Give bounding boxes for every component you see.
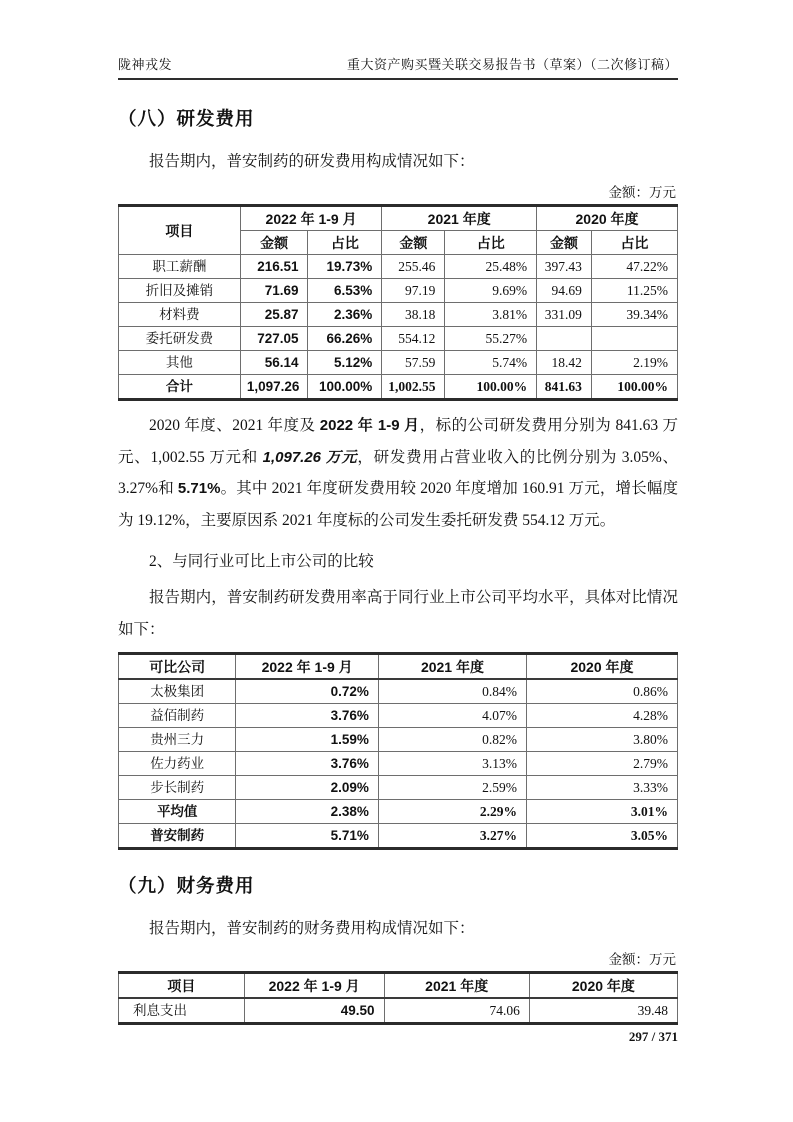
cell-2022: 0.72% bbox=[236, 679, 379, 704]
row-item-label: 材料费 bbox=[119, 303, 241, 327]
cell-amount-2020: 397.43 bbox=[537, 255, 592, 279]
cell-ratio-2022: 66.26% bbox=[308, 327, 382, 351]
col-header-2021: 2021 年度 bbox=[378, 654, 526, 680]
company-name: 步长制药 bbox=[119, 776, 236, 800]
financial-expense-table bbox=[118, 971, 678, 1025]
cell-amount-2022: 56.14 bbox=[240, 351, 308, 375]
table-row bbox=[119, 704, 678, 728]
table-row bbox=[119, 728, 678, 752]
cell-2021: 2.29% bbox=[378, 800, 526, 824]
section-9-intro: 报告期内，普安制药的财务费用构成情况如下： bbox=[149, 920, 475, 937]
col-header-item: 项目 bbox=[119, 973, 245, 999]
cell-ratio-2020: 2.19% bbox=[591, 351, 677, 375]
cell-amount-2020: 18.42 bbox=[537, 351, 592, 375]
cell-ratio-2021: 3.81% bbox=[445, 303, 537, 327]
company-name: 益佰制药 bbox=[119, 704, 236, 728]
cell-2021: 2.59% bbox=[378, 776, 526, 800]
running-header-left: 陇神戎发 bbox=[118, 57, 173, 72]
col-header-2020: 2020 年度 bbox=[529, 973, 677, 999]
cell-2020: 3.05% bbox=[527, 824, 678, 849]
row-item-label: 折旧及摊销 bbox=[119, 279, 241, 303]
cell-ratio-2021: 9.69% bbox=[445, 279, 537, 303]
paragraph-segment: 。其中 2021 年度研发费用较 2020 年度增加 160.91 万元，增长幅度为 19.12%，主要原因系 2021 年度标的公司发生委托研发费 554.12 万元。 bbox=[118, 480, 678, 529]
cell-ratio-2021: 100.00% bbox=[445, 375, 537, 400]
table-average-row bbox=[119, 800, 678, 824]
cell-ratio-2022: 2.36% bbox=[308, 303, 382, 327]
subheader-amount-2021: 金额 bbox=[382, 231, 445, 255]
subsection-2-intro: 报告期内，普安制药研发费用率高于同行业上市公司平均水平，具体对比情况如下： bbox=[118, 589, 678, 638]
row-item-label: 职工薪酬 bbox=[119, 255, 241, 279]
section-9-heading: （九）财务费用 bbox=[118, 875, 255, 896]
paragraph-segment: ，标的公司研发费用分别为 841.63 万元、1,002.55 万元和 bbox=[118, 417, 678, 466]
cell-amount-2022: 727.05 bbox=[240, 327, 308, 351]
cell-amount-2021: 255.46 bbox=[382, 255, 445, 279]
cell-2022: 5.71% bbox=[236, 824, 379, 849]
cell-amount-2020: 331.09 bbox=[537, 303, 592, 327]
cell-2021: 0.84% bbox=[378, 679, 526, 704]
cell-2020: 0.86% bbox=[527, 679, 678, 704]
cell-2020: 3.33% bbox=[527, 776, 678, 800]
company-name: 贵州三力 bbox=[119, 728, 236, 752]
cell-amount-2021: 97.19 bbox=[382, 279, 445, 303]
table-row bbox=[119, 255, 678, 279]
cell-amount-2022: 25.87 bbox=[240, 303, 308, 327]
cell-amount-2021: 1,002.55 bbox=[382, 375, 445, 400]
cell-ratio-2020: 47.22% bbox=[591, 255, 677, 279]
cell-ratio-2021: 25.48% bbox=[445, 255, 537, 279]
company-name: 太极集团 bbox=[119, 679, 236, 704]
table-row bbox=[119, 327, 678, 351]
cell-amount-2021: 38.18 bbox=[382, 303, 445, 327]
paragraph-segment-bold: 5.71% bbox=[177, 480, 221, 497]
col-header-2022: 2022 年 1-9 月 bbox=[240, 206, 381, 231]
cell-ratio-2020: 39.34% bbox=[591, 303, 677, 327]
unit-note-table1: 金额：万元 bbox=[608, 185, 676, 200]
cell-2021: 0.82% bbox=[378, 728, 526, 752]
table-row bbox=[119, 303, 678, 327]
rd-expense-table bbox=[118, 204, 678, 401]
col-header-2022: 2022 年 1-9 月 bbox=[244, 973, 384, 999]
table-row bbox=[119, 998, 678, 1024]
cell-ratio-2022: 19.73% bbox=[308, 255, 382, 279]
subheader-amount-2020: 金额 bbox=[537, 231, 592, 255]
paragraph-segment: ，研发费用占营业收入的比例分别为 3.05%、3.27%和 bbox=[118, 448, 678, 497]
col-header-company: 可比公司 bbox=[119, 654, 236, 680]
cell-ratio-2022: 5.12% bbox=[308, 351, 382, 375]
cell-2022: 1.59% bbox=[236, 728, 379, 752]
col-header-item: 项目 bbox=[119, 206, 241, 255]
table-row bbox=[119, 776, 678, 800]
table-total-row bbox=[119, 375, 678, 400]
subsection-2-heading: 2、与同行业可比上市公司的比较 bbox=[149, 553, 374, 570]
cell-ratio-2020: 100.00% bbox=[591, 375, 677, 400]
company-name: 平均值 bbox=[119, 800, 236, 824]
cell-2020: 3.80% bbox=[527, 728, 678, 752]
row-item-label: 合计 bbox=[119, 375, 241, 400]
cell-ratio-2020 bbox=[591, 327, 677, 351]
subheader-ratio-2022: 占比 bbox=[308, 231, 382, 255]
section-8-intro: 报告期内，普安制药的研发费用构成情况如下： bbox=[149, 153, 475, 170]
cell-amount-2022: 216.51 bbox=[240, 255, 308, 279]
cell-amount-2021: 554.12 bbox=[382, 327, 445, 351]
paragraph-segment-bold: 2022 年 1-9 月 bbox=[319, 417, 420, 434]
paragraph-segment: 2020 年度、2021 年度及 bbox=[149, 417, 320, 434]
rd-expense-analysis-paragraph bbox=[118, 410, 678, 536]
table-row bbox=[119, 351, 678, 375]
cell-2022: 3.76% bbox=[236, 752, 379, 776]
col-header-2021: 2021 年度 bbox=[382, 206, 537, 231]
cell-amount-2021: 57.59 bbox=[382, 351, 445, 375]
cell-amount-2020 bbox=[537, 327, 592, 351]
table-target-company-row bbox=[119, 824, 678, 849]
peer-comparison-table bbox=[118, 652, 678, 850]
row-item-label: 委托研发费 bbox=[119, 327, 241, 351]
table-row bbox=[119, 679, 678, 704]
subheader-amount-2022: 金额 bbox=[240, 231, 308, 255]
col-header-2022: 2022 年 1-9 月 bbox=[236, 654, 379, 680]
col-header-2020: 2020 年度 bbox=[527, 654, 678, 680]
subheader-ratio-2021: 占比 bbox=[445, 231, 537, 255]
cell-amount-2020: 94.69 bbox=[537, 279, 592, 303]
section-8-heading: （八）研发费用 bbox=[118, 108, 255, 129]
paragraph-segment-bold-italic: 1,097.26 万元 bbox=[262, 448, 358, 466]
unit-note-table3: 金额：万元 bbox=[608, 952, 676, 967]
cell-amount-2022: 1,097.26 bbox=[240, 375, 308, 400]
cell-2022: 2.09% bbox=[236, 776, 379, 800]
col-header-2021: 2021 年度 bbox=[384, 973, 529, 999]
running-header-right: 重大资产购买暨关联交易报告书（草案）（二次修订稿） bbox=[346, 57, 678, 72]
row-item-label: 其他 bbox=[119, 351, 241, 375]
cell-2020: 3.01% bbox=[527, 800, 678, 824]
col-header-2020: 2020 年度 bbox=[537, 206, 678, 231]
cell-2022: 49.50 bbox=[244, 998, 384, 1024]
company-name: 佐力药业 bbox=[119, 752, 236, 776]
cell-2021: 3.27% bbox=[378, 824, 526, 849]
page-number: 297 / 371 bbox=[628, 1029, 678, 1044]
cell-2020: 4.28% bbox=[527, 704, 678, 728]
cell-2020: 39.48 bbox=[529, 998, 677, 1024]
cell-2021: 74.06 bbox=[384, 998, 529, 1024]
subheader-ratio-2020: 占比 bbox=[591, 231, 677, 255]
cell-2022: 2.38% bbox=[236, 800, 379, 824]
cell-2020: 2.79% bbox=[527, 752, 678, 776]
cell-ratio-2021: 5.74% bbox=[445, 351, 537, 375]
cell-2021: 4.07% bbox=[378, 704, 526, 728]
table-row bbox=[119, 752, 678, 776]
cell-ratio-2022: 6.53% bbox=[308, 279, 382, 303]
running-header bbox=[118, 54, 678, 80]
cell-amount-2022: 71.69 bbox=[240, 279, 308, 303]
row-item-label: 利息支出 bbox=[119, 998, 245, 1024]
cell-2022: 3.76% bbox=[236, 704, 379, 728]
table-row bbox=[119, 279, 678, 303]
company-name: 普安制药 bbox=[119, 824, 236, 849]
cell-2021: 3.13% bbox=[378, 752, 526, 776]
cell-ratio-2021: 55.27% bbox=[445, 327, 537, 351]
cell-ratio-2020: 11.25% bbox=[591, 279, 677, 303]
cell-ratio-2022: 100.00% bbox=[308, 375, 382, 400]
cell-amount-2020: 841.63 bbox=[537, 375, 592, 400]
